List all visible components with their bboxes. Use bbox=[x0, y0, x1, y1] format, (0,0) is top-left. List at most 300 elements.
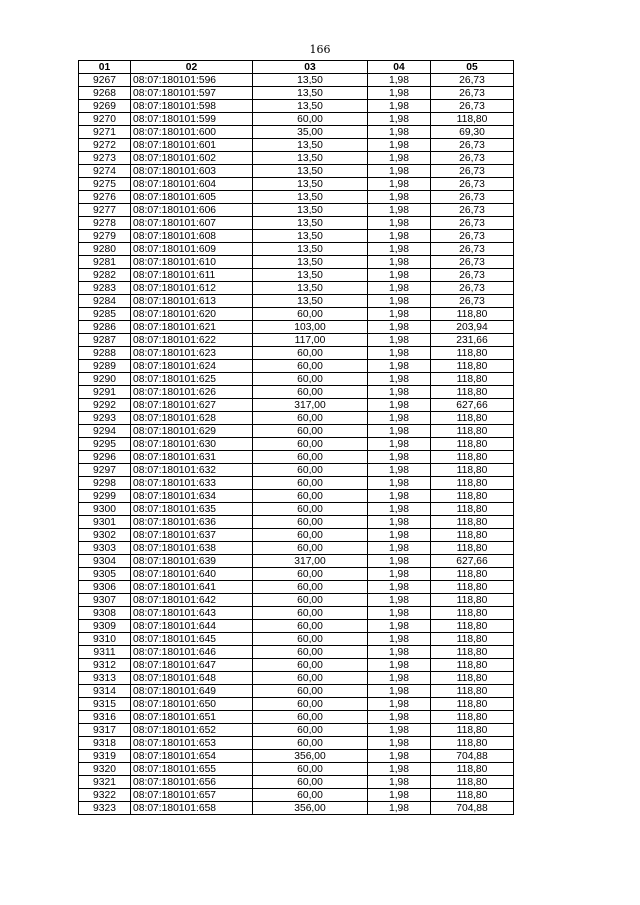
table-row bbox=[79, 334, 514, 347]
value-03-cell: 13,50 bbox=[253, 87, 368, 100]
table-row bbox=[79, 347, 514, 360]
cadastral-number-cell: 08:07:180101:600 bbox=[131, 126, 253, 139]
cadastral-number-cell: 08:07:180101:628 bbox=[131, 412, 253, 425]
table-row bbox=[79, 152, 514, 165]
row-number-cell: 9307 bbox=[79, 594, 131, 607]
cadastral-number-cell: 08:07:180101:629 bbox=[131, 425, 253, 438]
value-04-cell: 1,98 bbox=[368, 659, 431, 672]
table-row bbox=[79, 724, 514, 737]
value-03-cell: 60,00 bbox=[253, 503, 368, 516]
data-table bbox=[78, 60, 514, 815]
value-03-cell: 13,50 bbox=[253, 191, 368, 204]
row-number-cell: 9306 bbox=[79, 581, 131, 594]
value-04-cell: 1,98 bbox=[368, 503, 431, 516]
row-number-cell: 9303 bbox=[79, 542, 131, 555]
cadastral-number-cell: 08:07:180101:598 bbox=[131, 100, 253, 113]
value-04-cell: 1,98 bbox=[368, 529, 431, 542]
value-03-cell: 60,00 bbox=[253, 308, 368, 321]
value-05-cell: 627,66 bbox=[431, 555, 514, 568]
value-04-cell: 1,98 bbox=[368, 256, 431, 269]
row-number-cell: 9268 bbox=[79, 87, 131, 100]
value-04-cell: 1,98 bbox=[368, 594, 431, 607]
value-05-cell: 118,80 bbox=[431, 542, 514, 555]
value-04-cell: 1,98 bbox=[368, 126, 431, 139]
value-03-cell: 317,00 bbox=[253, 399, 368, 412]
row-number-cell: 9267 bbox=[79, 74, 131, 87]
cadastral-number-cell: 08:07:180101:611 bbox=[131, 269, 253, 282]
cadastral-number-cell: 08:07:180101:655 bbox=[131, 763, 253, 776]
value-05-cell: 118,80 bbox=[431, 464, 514, 477]
table-row bbox=[79, 503, 514, 516]
value-05-cell: 118,80 bbox=[431, 490, 514, 503]
cadastral-number-cell: 08:07:180101:609 bbox=[131, 243, 253, 256]
value-05-cell: 26,73 bbox=[431, 269, 514, 282]
cadastral-number-cell: 08:07:180101:654 bbox=[131, 750, 253, 763]
table-row bbox=[79, 737, 514, 750]
row-number-cell: 9294 bbox=[79, 425, 131, 438]
value-03-cell: 60,00 bbox=[253, 451, 368, 464]
cadastral-number-cell: 08:07:180101:653 bbox=[131, 737, 253, 750]
table-row bbox=[79, 321, 514, 334]
row-number-cell: 9301 bbox=[79, 516, 131, 529]
value-03-cell: 60,00 bbox=[253, 373, 368, 386]
cadastral-number-cell: 08:07:180101:651 bbox=[131, 711, 253, 724]
value-03-cell: 60,00 bbox=[253, 711, 368, 724]
value-03-cell: 13,50 bbox=[253, 269, 368, 282]
value-03-cell: 60,00 bbox=[253, 425, 368, 438]
table-row bbox=[79, 776, 514, 789]
value-03-cell: 60,00 bbox=[253, 646, 368, 659]
value-05-cell: 26,73 bbox=[431, 217, 514, 230]
value-04-cell: 1,98 bbox=[368, 425, 431, 438]
value-04-cell: 1,98 bbox=[368, 750, 431, 763]
value-04-cell: 1,98 bbox=[368, 542, 431, 555]
value-03-cell: 13,50 bbox=[253, 204, 368, 217]
cadastral-number-cell: 08:07:180101:658 bbox=[131, 802, 253, 815]
value-05-cell: 26,73 bbox=[431, 204, 514, 217]
row-number-cell: 9288 bbox=[79, 347, 131, 360]
value-05-cell: 118,80 bbox=[431, 477, 514, 490]
value-03-cell: 60,00 bbox=[253, 789, 368, 802]
column-header-03: 03 bbox=[253, 61, 368, 74]
value-04-cell: 1,98 bbox=[368, 217, 431, 230]
table-row bbox=[79, 126, 514, 139]
value-05-cell: 704,88 bbox=[431, 750, 514, 763]
row-number-cell: 9312 bbox=[79, 659, 131, 672]
row-number-cell: 9313 bbox=[79, 672, 131, 685]
value-04-cell: 1,98 bbox=[368, 204, 431, 217]
cadastral-number-cell: 08:07:180101:648 bbox=[131, 672, 253, 685]
page-number: 166 bbox=[309, 43, 331, 56]
row-number-cell: 9316 bbox=[79, 711, 131, 724]
value-03-cell: 60,00 bbox=[253, 581, 368, 594]
table-row bbox=[79, 308, 514, 321]
value-05-cell: 118,80 bbox=[431, 373, 514, 386]
value-03-cell: 60,00 bbox=[253, 347, 368, 360]
row-number-cell: 9291 bbox=[79, 386, 131, 399]
table-row bbox=[79, 217, 514, 230]
row-number-cell: 9319 bbox=[79, 750, 131, 763]
table-row bbox=[79, 425, 514, 438]
cadastral-number-cell: 08:07:180101:635 bbox=[131, 503, 253, 516]
cadastral-number-cell: 08:07:180101:641 bbox=[131, 581, 253, 594]
value-05-cell: 26,73 bbox=[431, 282, 514, 295]
value-04-cell: 1,98 bbox=[368, 711, 431, 724]
value-04-cell: 1,98 bbox=[368, 74, 431, 87]
table-row bbox=[79, 685, 514, 698]
value-03-cell: 13,50 bbox=[253, 243, 368, 256]
cadastral-number-cell: 08:07:180101:625 bbox=[131, 373, 253, 386]
row-number-cell: 9270 bbox=[79, 113, 131, 126]
table-header-row bbox=[79, 61, 514, 74]
value-04-cell: 1,98 bbox=[368, 308, 431, 321]
value-03-cell: 60,00 bbox=[253, 438, 368, 451]
row-number-cell: 9283 bbox=[79, 282, 131, 295]
cadastral-number-cell: 08:07:180101:627 bbox=[131, 399, 253, 412]
cadastral-number-cell: 08:07:180101:657 bbox=[131, 789, 253, 802]
value-03-cell: 60,00 bbox=[253, 529, 368, 542]
cadastral-number-cell: 08:07:180101:621 bbox=[131, 321, 253, 334]
row-number-cell: 9272 bbox=[79, 139, 131, 152]
value-03-cell: 13,50 bbox=[253, 256, 368, 269]
value-05-cell: 118,80 bbox=[431, 659, 514, 672]
value-05-cell: 118,80 bbox=[431, 425, 514, 438]
value-05-cell: 26,73 bbox=[431, 139, 514, 152]
value-05-cell: 118,80 bbox=[431, 503, 514, 516]
value-04-cell: 1,98 bbox=[368, 464, 431, 477]
table-row bbox=[79, 191, 514, 204]
column-header-05: 05 bbox=[431, 61, 514, 74]
value-04-cell: 1,98 bbox=[368, 672, 431, 685]
cadastral-number-cell: 08:07:180101:631 bbox=[131, 451, 253, 464]
value-04-cell: 1,98 bbox=[368, 581, 431, 594]
cadastral-number-cell: 08:07:180101:636 bbox=[131, 516, 253, 529]
value-04-cell: 1,98 bbox=[368, 776, 431, 789]
cadastral-number-cell: 08:07:180101:623 bbox=[131, 347, 253, 360]
cadastral-number-cell: 08:07:180101:639 bbox=[131, 555, 253, 568]
value-05-cell: 118,80 bbox=[431, 698, 514, 711]
cadastral-number-cell: 08:07:180101:646 bbox=[131, 646, 253, 659]
table-row bbox=[79, 516, 514, 529]
value-04-cell: 1,98 bbox=[368, 646, 431, 659]
table-row bbox=[79, 659, 514, 672]
value-04-cell: 1,98 bbox=[368, 568, 431, 581]
row-number-cell: 9284 bbox=[79, 295, 131, 308]
row-number-cell: 9286 bbox=[79, 321, 131, 334]
cadastral-number-cell: 08:07:180101:632 bbox=[131, 464, 253, 477]
cadastral-number-cell: 08:07:180101:647 bbox=[131, 659, 253, 672]
row-number-cell: 9315 bbox=[79, 698, 131, 711]
value-05-cell: 26,73 bbox=[431, 74, 514, 87]
value-05-cell: 118,80 bbox=[431, 438, 514, 451]
value-05-cell: 26,73 bbox=[431, 230, 514, 243]
table-row bbox=[79, 477, 514, 490]
value-04-cell: 1,98 bbox=[368, 139, 431, 152]
value-05-cell: 118,80 bbox=[431, 789, 514, 802]
cadastral-number-cell: 08:07:180101:640 bbox=[131, 568, 253, 581]
value-04-cell: 1,98 bbox=[368, 399, 431, 412]
value-04-cell: 1,98 bbox=[368, 737, 431, 750]
value-05-cell: 26,73 bbox=[431, 87, 514, 100]
row-number-cell: 9269 bbox=[79, 100, 131, 113]
value-03-cell: 60,00 bbox=[253, 542, 368, 555]
value-05-cell: 118,80 bbox=[431, 451, 514, 464]
table-row bbox=[79, 438, 514, 451]
table-row bbox=[79, 243, 514, 256]
cadastral-number-cell: 08:07:180101:597 bbox=[131, 87, 253, 100]
value-05-cell: 118,80 bbox=[431, 113, 514, 126]
value-05-cell: 118,80 bbox=[431, 360, 514, 373]
value-05-cell: 118,80 bbox=[431, 763, 514, 776]
cadastral-number-cell: 08:07:180101:656 bbox=[131, 776, 253, 789]
row-number-cell: 9305 bbox=[79, 568, 131, 581]
value-03-cell: 60,00 bbox=[253, 763, 368, 776]
value-03-cell: 60,00 bbox=[253, 607, 368, 620]
row-number-cell: 9322 bbox=[79, 789, 131, 802]
cadastral-number-cell: 08:07:180101:652 bbox=[131, 724, 253, 737]
value-04-cell: 1,98 bbox=[368, 477, 431, 490]
table-row bbox=[79, 802, 514, 815]
value-05-cell: 203,94 bbox=[431, 321, 514, 334]
value-03-cell: 35,00 bbox=[253, 126, 368, 139]
cadastral-number-cell: 08:07:180101:630 bbox=[131, 438, 253, 451]
table-row bbox=[79, 87, 514, 100]
value-03-cell: 60,00 bbox=[253, 698, 368, 711]
value-05-cell: 118,80 bbox=[431, 776, 514, 789]
table-row bbox=[79, 269, 514, 282]
table-row bbox=[79, 490, 514, 503]
table-row bbox=[79, 607, 514, 620]
value-05-cell: 69,30 bbox=[431, 126, 514, 139]
value-03-cell: 317,00 bbox=[253, 555, 368, 568]
value-05-cell: 118,80 bbox=[431, 607, 514, 620]
cadastral-number-cell: 08:07:180101:612 bbox=[131, 282, 253, 295]
value-04-cell: 1,98 bbox=[368, 763, 431, 776]
value-05-cell: 118,80 bbox=[431, 633, 514, 646]
table-row bbox=[79, 113, 514, 126]
cadastral-number-cell: 08:07:180101:604 bbox=[131, 178, 253, 191]
row-number-cell: 9281 bbox=[79, 256, 131, 269]
value-04-cell: 1,98 bbox=[368, 724, 431, 737]
table-row bbox=[79, 789, 514, 802]
row-number-cell: 9300 bbox=[79, 503, 131, 516]
cadastral-number-cell: 08:07:180101:606 bbox=[131, 204, 253, 217]
row-number-cell: 9273 bbox=[79, 152, 131, 165]
table-row bbox=[79, 373, 514, 386]
column-header-04: 04 bbox=[368, 61, 431, 74]
cadastral-number-cell: 08:07:180101:607 bbox=[131, 217, 253, 230]
value-03-cell: 356,00 bbox=[253, 750, 368, 763]
value-03-cell: 117,00 bbox=[253, 334, 368, 347]
table-row bbox=[79, 555, 514, 568]
value-03-cell: 13,50 bbox=[253, 165, 368, 178]
value-03-cell: 13,50 bbox=[253, 178, 368, 191]
cadastral-number-cell: 08:07:180101:643 bbox=[131, 607, 253, 620]
value-05-cell: 118,80 bbox=[431, 529, 514, 542]
value-05-cell: 26,73 bbox=[431, 178, 514, 191]
value-04-cell: 1,98 bbox=[368, 412, 431, 425]
value-04-cell: 1,98 bbox=[368, 178, 431, 191]
value-04-cell: 1,98 bbox=[368, 100, 431, 113]
value-05-cell: 231,66 bbox=[431, 334, 514, 347]
table-row bbox=[79, 360, 514, 373]
value-05-cell: 118,80 bbox=[431, 347, 514, 360]
value-03-cell: 60,00 bbox=[253, 737, 368, 750]
value-03-cell: 60,00 bbox=[253, 776, 368, 789]
table-row bbox=[79, 295, 514, 308]
value-05-cell: 26,73 bbox=[431, 256, 514, 269]
table-row bbox=[79, 256, 514, 269]
row-number-cell: 9298 bbox=[79, 477, 131, 490]
cadastral-number-cell: 08:07:180101:613 bbox=[131, 295, 253, 308]
cadastral-number-cell: 08:07:180101:622 bbox=[131, 334, 253, 347]
value-04-cell: 1,98 bbox=[368, 347, 431, 360]
table-row bbox=[79, 594, 514, 607]
value-03-cell: 356,00 bbox=[253, 802, 368, 815]
value-04-cell: 1,98 bbox=[368, 282, 431, 295]
table-row bbox=[79, 529, 514, 542]
row-number-cell: 9318 bbox=[79, 737, 131, 750]
table-row bbox=[79, 178, 514, 191]
row-number-cell: 9323 bbox=[79, 802, 131, 815]
row-number-cell: 9293 bbox=[79, 412, 131, 425]
cadastral-number-cell: 08:07:180101:601 bbox=[131, 139, 253, 152]
row-number-cell: 9299 bbox=[79, 490, 131, 503]
cadastral-number-cell: 08:07:180101:602 bbox=[131, 152, 253, 165]
row-number-cell: 9289 bbox=[79, 360, 131, 373]
row-number-cell: 9280 bbox=[79, 243, 131, 256]
table-row bbox=[79, 100, 514, 113]
table-row bbox=[79, 633, 514, 646]
table-row bbox=[79, 165, 514, 178]
row-number-cell: 9292 bbox=[79, 399, 131, 412]
row-number-cell: 9304 bbox=[79, 555, 131, 568]
row-number-cell: 9276 bbox=[79, 191, 131, 204]
cadastral-number-cell: 08:07:180101:608 bbox=[131, 230, 253, 243]
value-04-cell: 1,98 bbox=[368, 191, 431, 204]
value-04-cell: 1,98 bbox=[368, 555, 431, 568]
value-05-cell: 26,73 bbox=[431, 191, 514, 204]
table-row bbox=[79, 282, 514, 295]
row-number-cell: 9317 bbox=[79, 724, 131, 737]
table-row bbox=[79, 568, 514, 581]
row-number-cell: 9320 bbox=[79, 763, 131, 776]
row-number-cell: 9277 bbox=[79, 204, 131, 217]
table-row bbox=[79, 672, 514, 685]
column-header-01: 01 bbox=[79, 61, 131, 74]
value-04-cell: 1,98 bbox=[368, 633, 431, 646]
value-05-cell: 26,73 bbox=[431, 165, 514, 178]
row-number-cell: 9279 bbox=[79, 230, 131, 243]
row-number-cell: 9314 bbox=[79, 685, 131, 698]
value-05-cell: 118,80 bbox=[431, 412, 514, 425]
cadastral-number-cell: 08:07:180101:649 bbox=[131, 685, 253, 698]
table-row bbox=[79, 74, 514, 87]
value-04-cell: 1,98 bbox=[368, 243, 431, 256]
value-03-cell: 60,00 bbox=[253, 724, 368, 737]
cadastral-number-cell: 08:07:180101:644 bbox=[131, 620, 253, 633]
value-04-cell: 1,98 bbox=[368, 295, 431, 308]
value-03-cell: 13,50 bbox=[253, 152, 368, 165]
row-number-cell: 9295 bbox=[79, 438, 131, 451]
table-row bbox=[79, 139, 514, 152]
row-number-cell: 9282 bbox=[79, 269, 131, 282]
value-03-cell: 13,50 bbox=[253, 74, 368, 87]
row-number-cell: 9278 bbox=[79, 217, 131, 230]
value-03-cell: 60,00 bbox=[253, 633, 368, 646]
value-03-cell: 60,00 bbox=[253, 620, 368, 633]
row-number-cell: 9275 bbox=[79, 178, 131, 191]
value-04-cell: 1,98 bbox=[368, 386, 431, 399]
value-03-cell: 13,50 bbox=[253, 217, 368, 230]
value-03-cell: 60,00 bbox=[253, 672, 368, 685]
table-row bbox=[79, 646, 514, 659]
value-03-cell: 60,00 bbox=[253, 568, 368, 581]
value-03-cell: 60,00 bbox=[253, 516, 368, 529]
value-05-cell: 118,80 bbox=[431, 581, 514, 594]
value-04-cell: 1,98 bbox=[368, 698, 431, 711]
cadastral-number-cell: 08:07:180101:634 bbox=[131, 490, 253, 503]
row-number-cell: 9271 bbox=[79, 126, 131, 139]
value-05-cell: 118,80 bbox=[431, 672, 514, 685]
value-03-cell: 60,00 bbox=[253, 412, 368, 425]
row-number-cell: 9311 bbox=[79, 646, 131, 659]
value-05-cell: 627,66 bbox=[431, 399, 514, 412]
cadastral-number-cell: 08:07:180101:610 bbox=[131, 256, 253, 269]
value-03-cell: 13,50 bbox=[253, 100, 368, 113]
value-04-cell: 1,98 bbox=[368, 152, 431, 165]
value-04-cell: 1,98 bbox=[368, 360, 431, 373]
value-04-cell: 1,98 bbox=[368, 230, 431, 243]
table-row bbox=[79, 464, 514, 477]
row-number-cell: 9302 bbox=[79, 529, 131, 542]
value-03-cell: 60,00 bbox=[253, 113, 368, 126]
value-04-cell: 1,98 bbox=[368, 789, 431, 802]
value-03-cell: 13,50 bbox=[253, 230, 368, 243]
value-03-cell: 60,00 bbox=[253, 594, 368, 607]
value-03-cell: 60,00 bbox=[253, 464, 368, 477]
value-05-cell: 118,80 bbox=[431, 594, 514, 607]
value-04-cell: 1,98 bbox=[368, 620, 431, 633]
value-05-cell: 118,80 bbox=[431, 646, 514, 659]
cadastral-number-cell: 08:07:180101:642 bbox=[131, 594, 253, 607]
value-04-cell: 1,98 bbox=[368, 802, 431, 815]
row-number-cell: 9296 bbox=[79, 451, 131, 464]
value-04-cell: 1,98 bbox=[368, 451, 431, 464]
value-05-cell: 704,88 bbox=[431, 802, 514, 815]
value-03-cell: 60,00 bbox=[253, 477, 368, 490]
value-04-cell: 1,98 bbox=[368, 87, 431, 100]
column-header-02: 02 bbox=[131, 61, 253, 74]
value-04-cell: 1,98 bbox=[368, 113, 431, 126]
table-row bbox=[79, 711, 514, 724]
value-04-cell: 1,98 bbox=[368, 516, 431, 529]
value-03-cell: 103,00 bbox=[253, 321, 368, 334]
value-03-cell: 60,00 bbox=[253, 490, 368, 503]
table-row bbox=[79, 230, 514, 243]
value-05-cell: 118,80 bbox=[431, 620, 514, 633]
value-03-cell: 13,50 bbox=[253, 295, 368, 308]
value-04-cell: 1,98 bbox=[368, 321, 431, 334]
value-05-cell: 26,73 bbox=[431, 152, 514, 165]
value-03-cell: 60,00 bbox=[253, 386, 368, 399]
table-row bbox=[79, 750, 514, 763]
value-03-cell: 60,00 bbox=[253, 360, 368, 373]
cadastral-number-cell: 08:07:180101:620 bbox=[131, 308, 253, 321]
row-number-cell: 9290 bbox=[79, 373, 131, 386]
table-row bbox=[79, 204, 514, 217]
value-05-cell: 118,80 bbox=[431, 737, 514, 750]
